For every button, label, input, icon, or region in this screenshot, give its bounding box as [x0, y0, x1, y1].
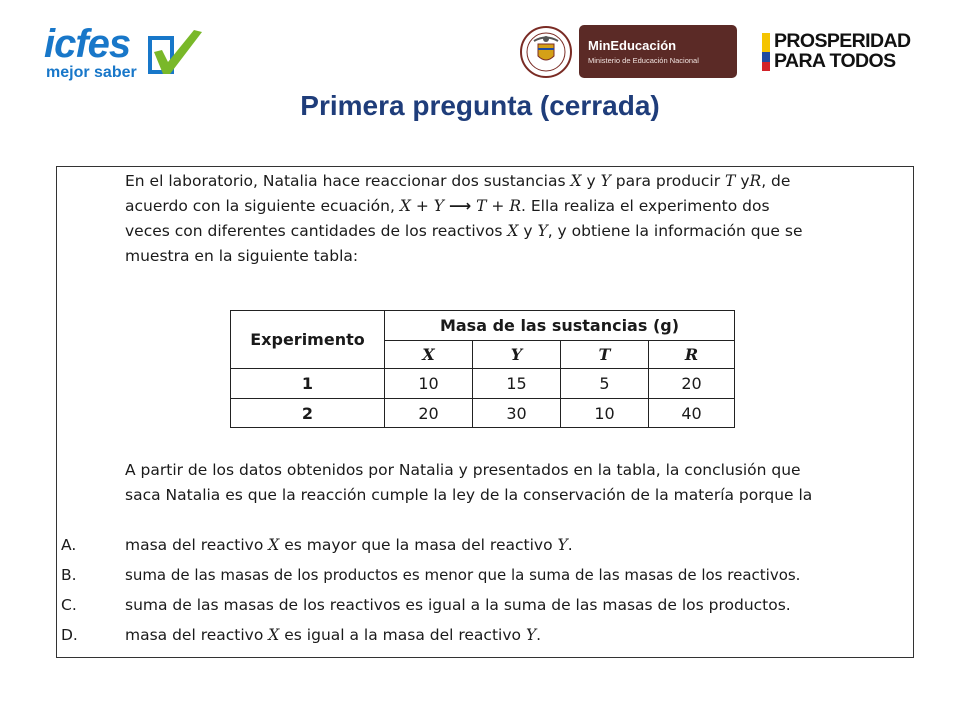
- question-stem: [125, 458, 905, 508]
- stem-line-1: A partir de los datos obtenidos por Natalia y presentados en la tabla, la conclusión que: [125, 461, 801, 479]
- var-y: Y: [557, 536, 568, 554]
- mass-table: [230, 310, 735, 428]
- cell: 40: [649, 399, 735, 428]
- cell: 30: [473, 399, 561, 428]
- prosperidad-logo: [762, 30, 922, 74]
- page-title: Primera pregunta (cerrada): [300, 90, 660, 121]
- var-t: T: [725, 172, 736, 190]
- question-box: [56, 166, 914, 658]
- intro-text: En el laboratorio, Natalia hace reaccionar dos sustancias: [125, 172, 566, 190]
- intro-text: , y obtiene la información que se: [547, 222, 803, 240]
- var-y: Y: [433, 197, 445, 215]
- option-part: .: [567, 536, 573, 554]
- var-y: Y: [525, 626, 537, 644]
- plus-sign: +: [491, 197, 505, 215]
- row-experiment: 2: [231, 399, 385, 428]
- option-text: [125, 534, 573, 556]
- option-letter: B.: [61, 566, 77, 584]
- intro-line-4: muestra en la siguiente tabla:: [125, 247, 359, 265]
- intro-text: veces con diferentes cantidades de los reactivos: [125, 222, 503, 240]
- var-r: R: [749, 172, 762, 190]
- intro-text: . Ella realiza el experimento dos: [521, 197, 770, 215]
- var-y: Y: [600, 172, 611, 190]
- colombia-seal-icon: [520, 26, 572, 78]
- table-row: [231, 399, 735, 428]
- prosperidad-line1: PROSPERIDAD: [774, 30, 911, 52]
- option-part: .: [536, 626, 542, 644]
- option-part: masa del reactivo: [125, 626, 264, 644]
- var-x: X: [268, 626, 280, 644]
- cell: 20: [649, 369, 735, 399]
- mineducacion-title: MinEducación: [588, 38, 677, 53]
- icfes-tagline: mejor saber: [46, 64, 137, 81]
- colombia-flag-icon: [762, 33, 770, 71]
- intro-text: acuerdo con la siguiente ecuación,: [125, 197, 395, 215]
- intro-line-2: [125, 194, 905, 219]
- icfes-logo: [42, 24, 212, 84]
- conj: y: [586, 172, 596, 190]
- stem-line-2: saca Natalia es que la reacción cumple la ley de la conservación de la matería porque la: [125, 486, 813, 504]
- conj: y: [523, 222, 533, 240]
- var-x: X: [507, 222, 519, 240]
- header-experiment: Experimento: [231, 311, 385, 369]
- option-part: masa del reactivo: [125, 536, 264, 554]
- intro-text: para producir: [615, 172, 721, 190]
- mineducacion-logo: [579, 25, 737, 78]
- option-letter: D.: [61, 626, 78, 644]
- table-row: [231, 369, 735, 399]
- col-header-t: T: [561, 341, 649, 369]
- var-y: Y: [537, 222, 548, 240]
- header-mass-group: Masa de las sustancias (g): [385, 311, 735, 341]
- question-intro: [125, 169, 905, 269]
- var-x: X: [570, 172, 582, 190]
- mineducacion-subtitle: Ministerio de Educación Nacional: [588, 56, 699, 65]
- var-x: X: [268, 536, 280, 554]
- intro-line-1: [125, 169, 905, 194]
- option-part: es igual a la masa del reactivo: [284, 626, 521, 644]
- option-text: [125, 624, 541, 646]
- col-header-x: X: [385, 341, 473, 369]
- option-letter: A.: [61, 536, 77, 554]
- checkmark-icon: [146, 28, 204, 78]
- intro-line-3: [125, 219, 905, 244]
- option-letter: C.: [61, 596, 77, 614]
- row-experiment: 1: [231, 369, 385, 399]
- intro-text: , de: [761, 172, 791, 190]
- cell: 10: [385, 369, 473, 399]
- var-t: T: [476, 197, 487, 215]
- option-text: suma de las masas de los reactivos es igual a la suma de las masas de los productos.: [125, 596, 791, 614]
- col-header-r: R: [649, 341, 735, 369]
- option-text: suma de las masas de los productos es menor que la suma de las masas de los reactivos.: [125, 566, 801, 584]
- col-header-y: Y: [473, 341, 561, 369]
- cell: 20: [385, 399, 473, 428]
- cell: 15: [473, 369, 561, 399]
- var-x: X: [399, 197, 411, 215]
- prosperidad-line2: PARA TODOS: [774, 50, 896, 72]
- cell: 10: [561, 399, 649, 428]
- conj: y: [740, 172, 750, 190]
- var-r: R: [509, 197, 522, 215]
- icfes-logo-text: icfes: [44, 22, 131, 66]
- cell: 5: [561, 369, 649, 399]
- option-part: es mayor que la masa del reactivo: [284, 536, 553, 554]
- plus-sign: +: [415, 197, 429, 215]
- reaction-arrow-icon: ⟶: [448, 197, 472, 215]
